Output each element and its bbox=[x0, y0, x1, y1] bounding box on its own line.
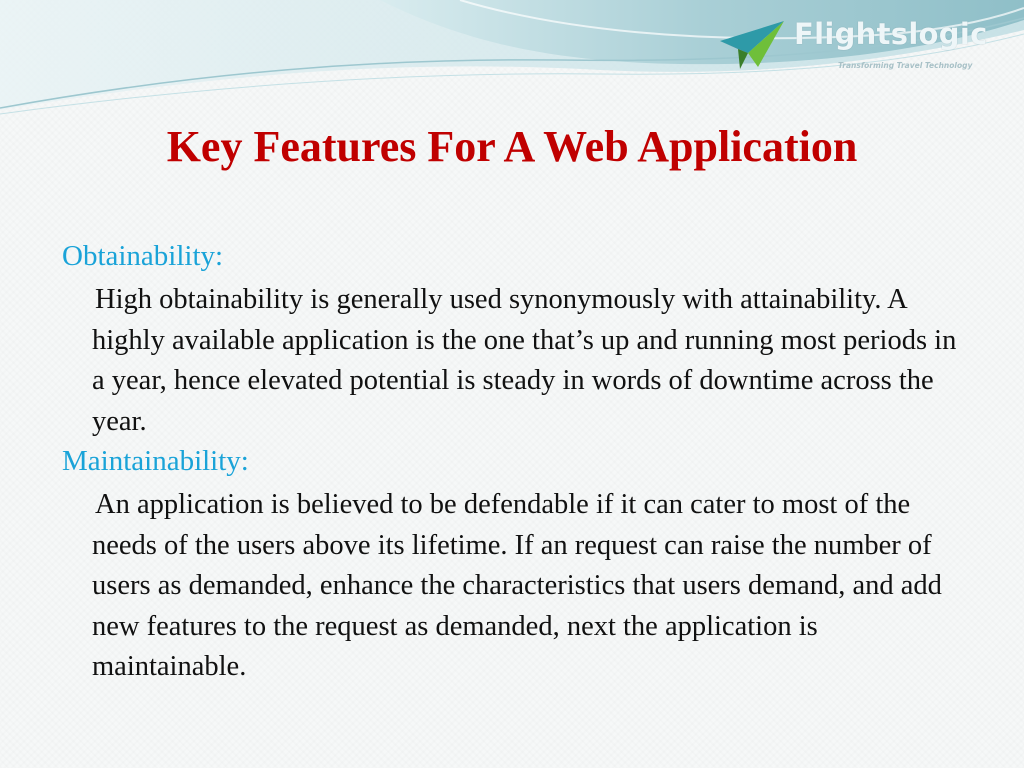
section-body-obtainability: High obtainability is generally used synonymously with attainability. A highly available application is the one that’s up and running most periods in a year, hence elevated potential is steady in words of downtime across the year. bbox=[92, 284, 957, 437]
section-body-maintainability: An application is believed to be defendable if it can cater to most of the needs of the users above its lifetime. If an request can raise the number of users as demanded, enhance the characteristics that users demand, and add new features to the request as demanded, next the application is maintainable. bbox=[92, 489, 942, 682]
slide-content bbox=[62, 238, 962, 688]
paper-plane-icon bbox=[718, 19, 788, 71]
logo-tagline: Transforming Travel Technology bbox=[838, 61, 973, 70]
section-heading-maintainability: Maintainability: bbox=[62, 445, 249, 477]
section-heading-obtainability: Obtainability: bbox=[62, 240, 224, 272]
flightslogic-logo bbox=[718, 14, 998, 74]
logo-name: Flightslogic bbox=[794, 17, 988, 51]
slide-title: Key Features For A Web Application bbox=[166, 122, 858, 171]
